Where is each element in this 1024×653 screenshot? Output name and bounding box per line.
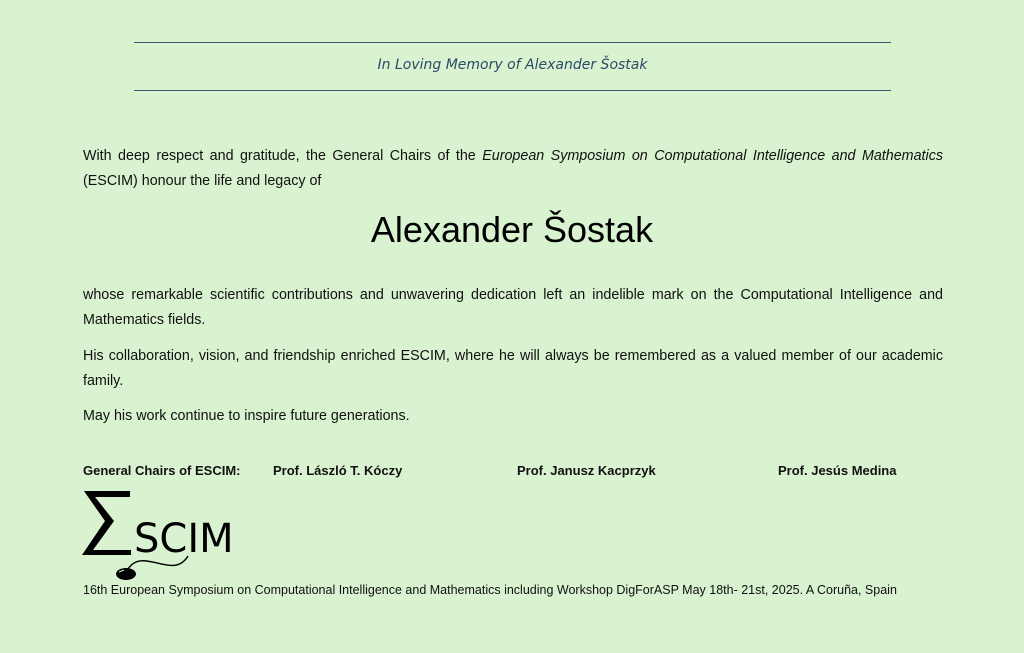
header-rule-bottom <box>134 90 891 91</box>
chair-name-medina: Prof. Jesús Medina <box>778 463 897 478</box>
escim-logo <box>78 486 258 586</box>
honoree-name: Alexander Šostak <box>370 209 654 250</box>
collaboration-paragraph: His collaboration, vision, and friendship enriched ESCIM, where he will always be remembered as a valued member of our academic family. <box>83 348 943 389</box>
chairs-label: General Chairs of ESCIM: <box>83 463 241 478</box>
contributions-paragraph: whose remarkable scientific contributions and unwavering dedication left an indelible mark on the Computational Intelligence and Mathematics fields. <box>83 287 943 328</box>
memorial-title: In Loving Memory of Alexander Šostak <box>377 57 648 73</box>
symposium-name: European Symposium on Computational Intelligence and Mathematics <box>482 148 943 164</box>
chair-name-koczy: Prof. László T. Kóczy <box>273 463 403 478</box>
inspiration-paragraph: May his work continue to inspire future generations. <box>83 408 410 424</box>
header-rule-top <box>134 42 891 43</box>
intro-paragraph <box>83 144 943 194</box>
intro-text-after: (ESCIM) honour the life and legacy of <box>83 173 322 189</box>
footer-note: 16th European Symposium on Computational Intelligence and Mathematics including Workshop DigForASP May 18th- 21st, 2025. A Coruña, Spain <box>83 583 897 597</box>
intro-text-before: With deep respect and gratitude, the General Chairs of the <box>83 148 483 164</box>
sigma-mouse-logo-icon <box>78 486 258 586</box>
chair-name-kacprzyk: Prof. Janusz Kacprzyk <box>517 463 656 478</box>
logo-letters: SCIM <box>134 516 234 562</box>
